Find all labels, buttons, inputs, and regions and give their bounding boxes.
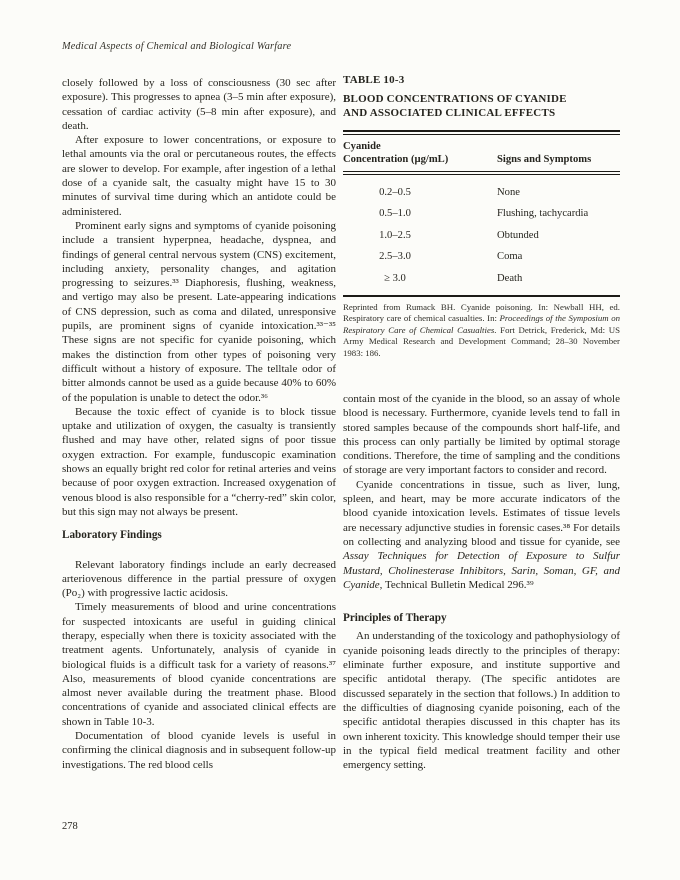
cell-concentration: 1.0–2.5 — [379, 229, 411, 241]
left-column — [62, 76, 336, 772]
table-row — [343, 268, 620, 290]
table-row — [343, 225, 620, 247]
section-heading-laboratory-findings: Laboratory Findings — [62, 529, 162, 542]
page-number: 278 — [62, 821, 78, 832]
paragraph-lab-findings: Relevant laboratory findings include an early decreased arteriovenous difference in the partial pressure of oxygen (Po₂) with progressive lactic acidosis. — [62, 558, 336, 600]
table-bottom-rule — [343, 295, 620, 297]
paragraph-timely-measurements: Timely measurements of blood and urine concentrations for suspected intoxicants are useful in guiding clinical therapy, especially when there is toxicity associated with the treatment agents. Unfortunately, analysis of cyanide in biological fluids is a difficult task for a variety of reasons.³⁷ Also, measurements of blood cyanide concentrations are almost never available during the treatment phase. Blood concentrations of cyanide and associated clinical effects are shown in Table 10-3. — [62, 601, 336, 728]
cell-signs: None — [497, 186, 520, 198]
table-title-line1: BLOOD CONCENTRATIONS OF CYANIDE — [343, 93, 567, 105]
table-row — [343, 247, 620, 269]
paragraph-understanding-toxicology: An understanding of the toxicology and pathophysiology of cyanide poisoning leads directly to the principles of therapy: eliminate further exposure, and institute supportive and specific antidotal therapy. (The specific antidotes are discussed separately in the section that follows.) In addition to the difficulties of diagnosing cyanide poisoning, each of the specific antidotal therapies discussed in this chapter has its own inherent toxicity. This knowledge should temper their use in the typical field medical treatment facility and other emergency setting. — [343, 630, 620, 772]
table-10-3 — [343, 74, 620, 359]
paragraph-toxic-effect: Because the toxic effect of cyanide is to block tissue uptake and utilization of oxygen, the casualty is transiently flushed and may have other, related signs of poor tissue oxygen extraction. For example, funduscopic examination shows an equally bright red color for retinal arteries and veins because of poor oxygen extraction. Increased oxygenation of venous blood is also responsible for a “cherry-red” skin color, but this sign may not always be present. — [62, 405, 336, 518]
column-header-signs: Signs and Symptoms — [497, 153, 592, 165]
paragraph-early-signs: Prominent early signs and symptoms of cyanide poisoning include a transient hyperpnea, headache, dyspnea, and findings of general central nervous system (CNS) excitement, including anxiety, personality changes, and agitation progressing to seizures.³³ Diaphoresis, flushing, weakness, and vertigo may also be present. Late-appearing indications of CNS depression, such as coma and dilated, unresponsive pupils, are prominent signs of cyanide intoxication.³³⁻³⁵ These signs are not specific for cyanide poisoning, which makes the distinction from other types of poisoning very difficult without a history of exposure. The telltale odor of bitter almonds cannot be used as a guide because 40% to 60% of the population is unable to detect the odor.³⁶ — [62, 219, 336, 404]
table-title-line2: AND ASSOCIATED CLINICAL EFFECTS — [343, 106, 556, 119]
paragraph-tissue-concentrations: Cyanide concentrations in tissue, such as liver, lung, spleen, and heart, may be more accurate indicators of the blood cyanide intoxication levels. Estimates of tissue levels are necessary adjunctive studies in forensic cases.³⁸ For details on collecting and analyzing blood and tissue for cyanide, see Assay Techniques for Detection of Exposure to Sulfur Mustard, Cholinesterase Inhibitors, Sarin, Soman, GF, and Cyanide, Technical Bulletin Medical 296.³⁹ — [343, 478, 620, 591]
table-header-row — [343, 135, 620, 171]
table-label: TABLE 10-3 — [343, 74, 405, 86]
running-head: Medical Aspects of Chemical and Biological Warfare — [62, 41, 292, 52]
cell-concentration: ≥ 3.0 — [384, 273, 406, 285]
table-row — [343, 204, 620, 226]
cell-signs: Coma — [497, 251, 523, 263]
column-header-concentration: Cyanide Concentration (µg/mL) — [343, 141, 449, 165]
cell-signs: Flushing, tachycardia — [497, 208, 589, 220]
cell-concentration: 0.5–1.0 — [379, 208, 411, 220]
paragraph-consciousness: closely followed by a loss of consciousness (30 sec after exposure). This progresses to apnea (3–5 min after exposure), cessation of cardiac activity (5–8 min after exposure), and death. — [62, 77, 336, 132]
cell-signs: Obtunded — [497, 229, 539, 241]
cell-concentration: 0.2–0.5 — [379, 186, 411, 198]
table-title — [343, 93, 620, 120]
section-heading-principles-of-therapy: Principles of Therapy — [343, 612, 447, 625]
cell-signs: Death — [497, 273, 523, 285]
right-column — [343, 74, 620, 772]
table-footnote: Reprinted from Rumack BH. Cyanide poisoning. In: Newball HH, ed. Respiratory care of chemical casualties. In: Proceedings of the Symposium on Respiratory Care of Chemical Casualties. Fort Detrick, Frederick, Md: US Army Medical Research and Development Command; 28–30 November 1983: 186. — [343, 301, 621, 358]
table-body — [343, 175, 620, 295]
paragraph-whole-blood: contain most of the cyanide in the blood, so an assay of whole blood is necessary. Furthermore, cyanide levels tend to fall in stored samples because of the compounds short half-life, and this process can only partially be limited by optimal storage conditions. Therefore, the time of sampling and the conditions of storage are very important factors to consider and record. — [343, 393, 620, 477]
paragraph-documentation: Documentation of blood cyanide levels is useful in confirming the clinical diagnosis and in subsequent follow-up investigations. The red blood cells — [62, 730, 336, 771]
paragraph-lower-concentrations: After exposure to lower concentrations, or exposure to lethal amounts via the oral or percutaneous routes, the effects are slower to develop. For example, after ingestion of a lethal dose of a cyanide salt, the casualty might have 15 to 30 minutes of survival time during which an antidote could be administered. — [62, 134, 336, 218]
cell-concentration: 2.5–3.0 — [379, 251, 411, 263]
table-row — [343, 182, 620, 204]
